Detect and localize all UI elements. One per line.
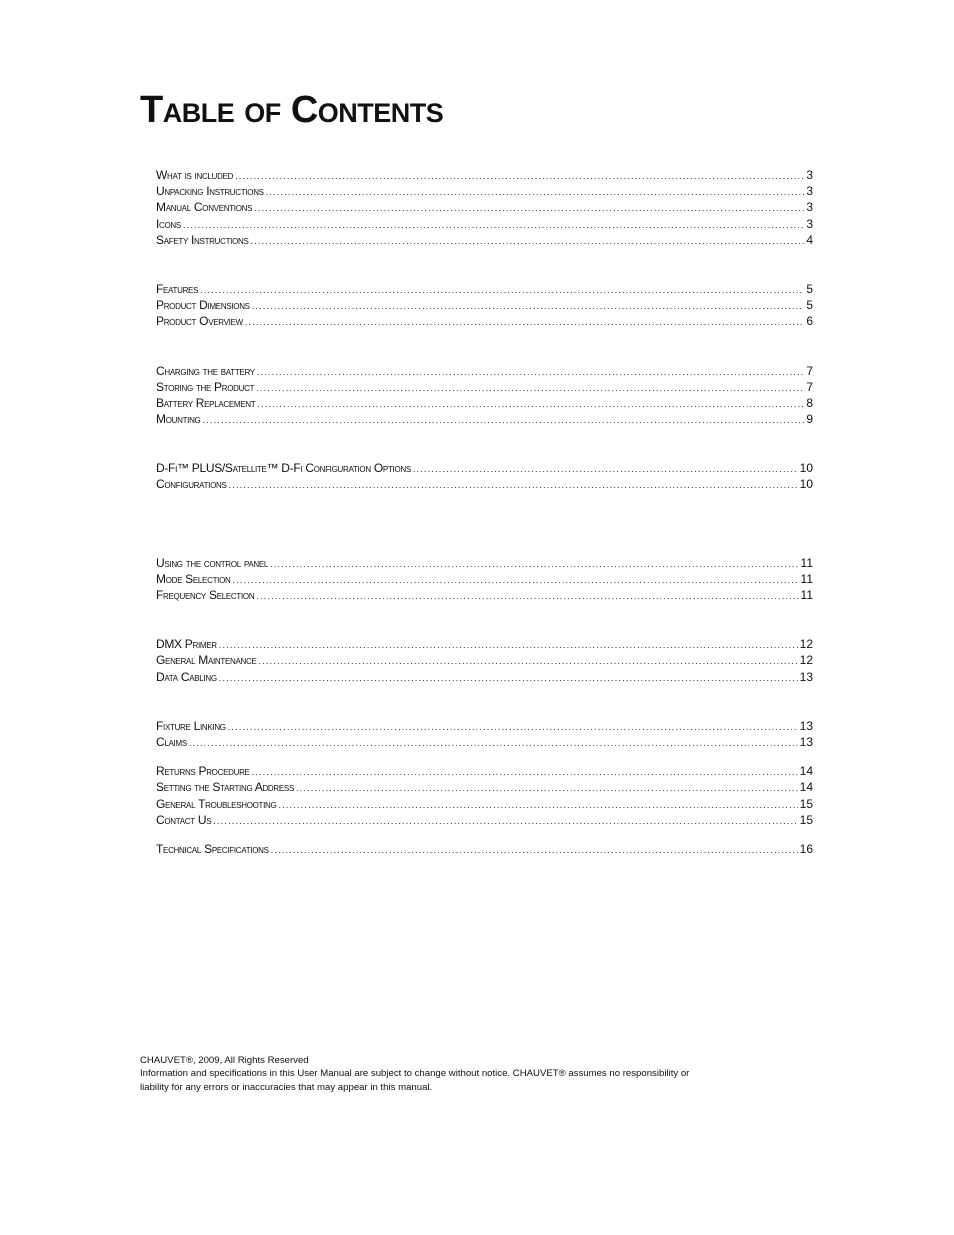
toc-entry[interactable] [156,669,813,685]
dot-leader [271,842,798,858]
toc-entry-label: Mode Selection [156,571,231,586]
toc-entry-label: Features [156,281,199,296]
toc-entry[interactable] [156,313,813,329]
toc-entry-label: Product Dimensions [156,298,250,313]
dot-leader [252,764,798,780]
toc-entry-label: D-Fi™ PLUS/Satellite™ D-Fi Configuration Options [156,461,411,476]
dot-leader [232,572,798,588]
toc-entry[interactable] [156,216,813,232]
disclaimer-text: Information and specifications in this User Manual are subject to change without notice. CHAUVET® assumes no responsibility or liability for any errors or inaccuracies that may appear in this manual. [140,1068,690,1093]
toc-entry-page: 11 [800,555,813,570]
toc-entry[interactable] [156,734,813,750]
toc-entry-label: Frequency Selection [156,588,255,602]
dot-leader [254,200,804,216]
toc-entry-page: 7 [806,363,813,378]
toc-entry-label: Battery Replacement [156,395,256,410]
toc-entry-label: Mounting [156,412,201,427]
dot-leader [229,477,798,493]
toc-entry-page: 13 [799,669,813,684]
toc-entry[interactable] [156,199,813,215]
toc-entry-label: Safety Instructions [156,232,249,247]
toc-entry-page: 13 [799,734,813,749]
toc-entry-page: 3 [806,216,813,231]
toc-entry-page: 12 [799,637,813,652]
toc-entry-page: 10 [799,477,813,492]
toc-entry-label: Claims [156,734,187,749]
toc-entry[interactable] [156,555,813,571]
dot-leader [257,364,804,380]
toc-entry[interactable] [156,796,813,812]
toc-entry-label: Technical Specifications [156,841,269,856]
toc-entry[interactable] [156,571,813,587]
toc-entry-page: 3 [806,200,813,215]
toc-entry[interactable] [156,779,813,795]
dot-leader [219,637,798,653]
dot-leader [228,719,798,735]
toc-entry-page: 13 [799,718,813,733]
toc-entry-label: General Maintenance [156,653,257,668]
toc-section [156,167,813,248]
toc-entry-page: 11 [800,588,813,602]
dot-leader [256,380,804,396]
toc-entry[interactable] [156,183,813,199]
dot-leader [270,556,798,572]
toc-entry[interactable] [156,460,813,476]
toc-section [156,460,813,492]
toc-entry-label: Setting the Starting Address [156,780,294,795]
toc-entry-page: 15 [799,812,813,827]
dot-leader [266,184,805,200]
toc-entry-label: Using the control panel [156,555,269,570]
toc-entry-label: Charging the battery [156,363,255,378]
toc-entry[interactable] [156,476,813,492]
toc-entry-page: 4 [806,232,813,247]
dot-leader [413,461,798,477]
dot-leader [278,797,797,813]
dot-leader [259,653,798,669]
toc-entry[interactable] [156,636,813,652]
toc-section [156,555,813,604]
copyright-text: CHAUVET®, 2009, All Rights Reserved [140,1055,309,1066]
toc-entry[interactable] [156,763,813,779]
toc-entry[interactable] [156,167,813,183]
toc-section [156,363,813,428]
toc-entry-page: 6 [806,314,813,329]
toc-entry-label: General Troubleshooting [156,796,277,811]
dot-leader [235,168,804,184]
dot-leader [256,588,798,604]
toc-entry-label: What is included [156,168,234,182]
toc-entry-page: 16 [799,841,813,856]
toc-entry[interactable] [156,379,813,395]
toc-entry[interactable] [156,587,813,603]
toc-entry-label: Data Cabling [156,669,217,684]
footer [140,1054,700,1094]
toc-entry[interactable] [156,281,813,297]
toc-entry[interactable] [156,411,813,427]
toc-entry-label: Returns Procedure [156,764,250,779]
toc-entry-label: Storing the Product [156,379,255,394]
toc-entry[interactable] [156,652,813,668]
dot-leader [251,233,805,249]
toc-entry-label: Icons [156,216,181,231]
dot-leader [257,396,804,412]
dot-leader [183,217,804,233]
toc-entry-page: 9 [806,412,813,427]
toc-entry[interactable] [156,395,813,411]
toc-entry[interactable] [156,812,813,828]
toc-entry-page: 5 [806,281,813,296]
dot-leader [202,412,804,428]
toc-section [156,718,813,750]
toc-section [156,281,813,330]
toc-entry[interactable] [156,297,813,313]
toc-entry-label: DMX Primer [156,637,217,652]
toc-entry-page: 3 [806,184,813,199]
toc-entry-page: 14 [799,780,813,795]
toc-entry[interactable] [156,718,813,734]
toc-entry-label: Unpacking Instructions [156,184,264,199]
toc-entry-page: 7 [806,379,813,394]
dot-leader [245,314,804,330]
toc-entry-label: Product Overview [156,314,243,329]
toc-entry-page: 8 [806,395,813,410]
toc-entry-page: 14 [799,764,813,779]
toc-entry[interactable] [156,232,813,248]
table-of-contents [156,167,813,857]
toc-entry-page: 12 [799,653,813,668]
toc-entry[interactable] [156,841,813,857]
toc-section [156,636,813,685]
toc-entry-label: Configurations [156,477,227,492]
toc-entry[interactable] [156,363,813,379]
toc-section [156,763,813,828]
toc-section [156,841,813,857]
dot-leader [189,735,798,751]
page-title: Table of Contents [140,89,444,131]
dot-leader [200,282,804,298]
dot-leader [213,813,797,829]
toc-entry-label: Manual Conventions [156,200,253,215]
toc-entry-label: Fixture Linking [156,718,226,733]
dot-leader [252,298,805,314]
dot-leader [219,670,798,686]
dot-leader [296,780,798,796]
toc-entry-page: 11 [800,571,813,586]
toc-entry-label: Contact Us [156,812,212,827]
toc-entry-page: 5 [806,298,813,313]
toc-entry-page: 15 [799,796,813,811]
toc-entry-page: 3 [806,168,813,182]
toc-entry-page: 10 [799,461,813,476]
